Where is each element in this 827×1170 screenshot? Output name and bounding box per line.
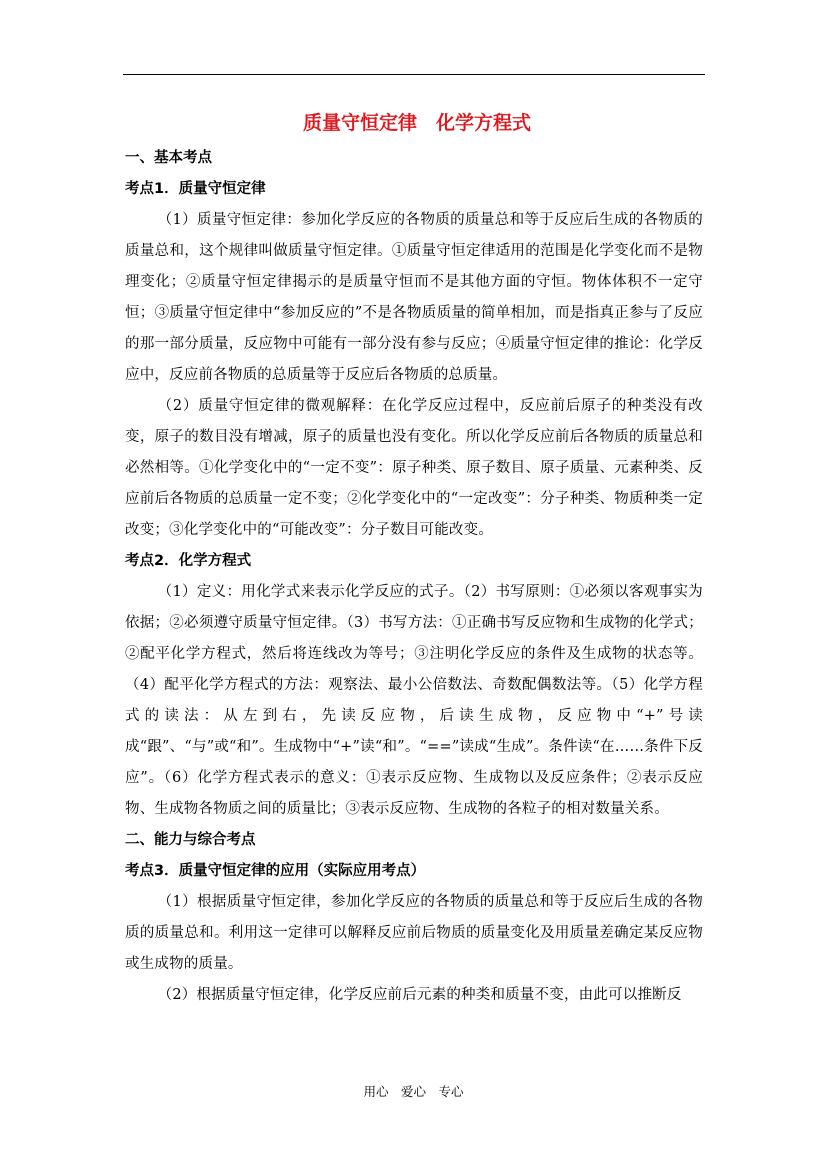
kaodian-heading-2: 考点2．化学方程式 <box>125 553 252 569</box>
kaodian-heading-3: 考点3．质量守恒定律的应用（实际应用考点） <box>125 863 426 879</box>
document-body <box>125 103 703 1011</box>
kaodian-heading-1: 考点1．质量守恒定律 <box>125 181 266 197</box>
page-footer: 用心 爱心 专心 <box>363 1084 464 1099</box>
paragraph-application-1: （1）根据质量守恒定律，参加化学反应的各物质的质量总和等于反应后生成的各物质的质量总和。利用这一定律可以解释反应前后物质的质量变化及用质量差确定某反应物或生成物的质量。 <box>125 894 703 972</box>
paragraph-chemical-equation: （1）定义：用化学式来表示化学反应的式子。（2）书写原则：①必须以客观事实为依据；②必须遵守质量守恒定律。（3）书写方法：①正确书写反应物和生成物的化学式；②配平化学方程式，然后将连线改为等号；③注明化学反应的条件及生成物的状态等。（4）配平化学方程式的方法：观察法、最小公倍数法、奇数配偶数法等。（5）化学方程式的读法：从左到右，先读反应物，后读生成物，反应物中“+”号读成“跟”、“与”或“和”。生成物中“+”读“和”。“==”读成“生成”。条件读“在……条件下反应”。（6）化学方程式表示的意义：①表示反应物、生成物以及反应条件；②表示反应物、生成物各物质之间的质量比；③表示反应物、生成物的各粒子的相对数量关系。 <box>125 584 703 817</box>
paragraph-application-2: （2）根据质量守恒定律，化学反应前后元素的种类和质量不变，由此可以推断反 <box>157 987 682 1003</box>
paragraph-microscopic-explanation: （2）质量守恒定律的微观解释：在化学反应过程中，反应前后原子的种类没有改变，原子的数目没有增减，原子的质量也没有变化。所以化学反应前后各物质的质量总和必然相等。①化学变化中的“一定不变”：原子种类、原子数目、原子质量、元素种类、反应前后各物质的总质量一定不变；②化学变化中的“一定改变”：分子种类、物质种类一定改变；③化学变化中的“可能改变”：分子数目可能改变。 <box>125 398 703 538</box>
header-rule <box>123 74 705 75</box>
section-heading-basic: 一、基本考点 <box>125 150 212 166</box>
paragraph-conservation-definition: （1）质量守恒定律：参加化学反应的各物质的质量总和等于反应后生成的各物质的质量总和，这个规律叫做质量守恒定律。①质量守恒定律适用的范围是化学变化而不是物理变化；②质量守恒定律揭示的是质量守恒而不是其他方面的守恒。物体体积不一定守恒；③质量守恒定律中“参加反应的”不是各物质质量的简单相加，而是指真正参与了反应的那一部分质量，反应物中可能有一部分没有参与反应；④质量守恒定律的推论：化学反应中，反应前各物质的总质量等于反应后各物质的总质量。 <box>125 212 703 383</box>
section-heading-ability: 二、能力与综合考点 <box>125 832 256 848</box>
document-title: 质量守恒定律 化学方程式 <box>302 112 531 134</box>
